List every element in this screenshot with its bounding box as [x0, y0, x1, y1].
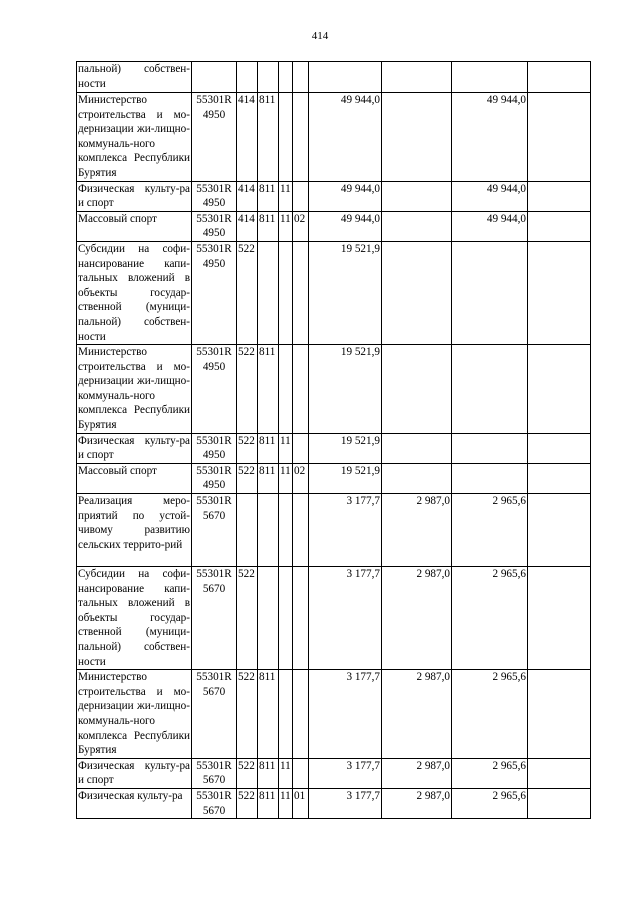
section-code-cell: 811	[258, 211, 279, 241]
amount-year-1-cell: 3 177,7	[309, 567, 382, 670]
amount-year-3-cell: 2 965,6	[452, 788, 528, 818]
amount-year-3-cell	[452, 62, 528, 93]
target-code-cell	[192, 62, 237, 93]
page-number: 414	[311, 30, 329, 42]
target-code-cell: 55301R 4950	[192, 463, 237, 493]
amount-extra-cell	[528, 345, 591, 434]
amount-year-2-cell: 2 987,0	[382, 494, 452, 567]
table-row	[77, 181, 591, 211]
table-row	[77, 494, 591, 567]
amount-extra-cell	[528, 211, 591, 241]
section-code-cell: 811	[258, 345, 279, 434]
subsection-code-cell	[279, 567, 293, 670]
section-code-cell: 811	[258, 93, 279, 182]
amount-year-1-cell: 3 177,7	[309, 670, 382, 759]
department-code-cell	[237, 62, 258, 93]
expense-type-code-cell	[293, 567, 309, 670]
amount-extra-cell	[528, 567, 591, 670]
amount-extra-cell	[528, 93, 591, 182]
department-code-cell: 522	[237, 433, 258, 463]
target-code-cell: 55301R 5670	[192, 670, 237, 759]
amount-year-2-cell: 2 987,0	[382, 670, 452, 759]
row-name-cell: пальной) собствен-ности	[77, 62, 192, 93]
department-code-cell	[237, 494, 258, 567]
amount-year-3-cell: 2 965,6	[452, 670, 528, 759]
department-code-cell: 414	[237, 93, 258, 182]
amount-year-2-cell	[382, 93, 452, 182]
section-code-cell	[258, 567, 279, 670]
amount-year-2-cell	[382, 62, 452, 93]
amount-year-1-cell: 19 521,9	[309, 463, 382, 493]
amount-year-2-cell: 2 987,0	[382, 567, 452, 670]
amount-year-1-cell: 3 177,7	[309, 788, 382, 818]
amount-year-1-cell	[309, 62, 382, 93]
table-row	[77, 62, 591, 93]
budget-table	[76, 61, 591, 819]
expense-type-code-cell	[293, 62, 309, 93]
amount-year-3-cell: 49 944,0	[452, 181, 528, 211]
department-code-cell: 522	[237, 670, 258, 759]
subsection-code-cell: 11	[279, 211, 293, 241]
amount-year-3-cell	[452, 433, 528, 463]
table-row	[77, 567, 591, 670]
subsection-code-cell: 11	[279, 433, 293, 463]
target-code-cell: 55301R 5670	[192, 758, 237, 788]
subsection-code-cell	[279, 494, 293, 567]
table-row	[77, 670, 591, 759]
amount-extra-cell	[528, 670, 591, 759]
amount-year-3-cell: 2 965,6	[452, 567, 528, 670]
row-name-cell: Физическая культу-ра	[77, 788, 192, 818]
table-row	[77, 433, 591, 463]
expense-type-code-cell	[293, 758, 309, 788]
amount-year-2-cell	[382, 433, 452, 463]
target-code-cell: 55301R 5670	[192, 494, 237, 567]
subsection-code-cell	[279, 345, 293, 434]
subsection-code-cell	[279, 670, 293, 759]
row-name-cell: Субсидии на софи-нансирование капи-тальных вложений в объекты государ-ственной (муници-пальной) собствен-ности	[77, 241, 192, 344]
amount-year-1-cell: 19 521,9	[309, 345, 382, 434]
expense-type-code-cell: 02	[293, 463, 309, 493]
department-code-cell: 522	[237, 345, 258, 434]
table-row	[77, 463, 591, 493]
row-name-cell: Физическая культу-ра и спорт	[77, 181, 192, 211]
expense-type-code-cell	[293, 670, 309, 759]
row-name-cell: Субсидии на софи-нансирование капи-тальных вложений в объекты государ-ственной (муници-пальной) собствен-ности	[77, 567, 192, 670]
amount-year-1-cell: 49 944,0	[309, 93, 382, 182]
section-code-cell: 811	[258, 181, 279, 211]
amount-year-1-cell: 49 944,0	[309, 211, 382, 241]
row-name-cell: Физическая культу-ра и спорт	[77, 433, 192, 463]
row-name-cell: Министерство строительства и мо-дернизации жи-лищно-коммуналь-ного комплекса Республики Бурятия	[77, 345, 192, 434]
amount-year-1-cell: 49 944,0	[309, 181, 382, 211]
section-code-cell: 811	[258, 758, 279, 788]
section-code-cell	[258, 241, 279, 344]
section-code-cell: 811	[258, 433, 279, 463]
section-code-cell: 811	[258, 670, 279, 759]
amount-year-2-cell	[382, 211, 452, 241]
amount-year-1-cell: 3 177,7	[309, 494, 382, 567]
row-name-cell: Физическая культу-ра и спорт	[77, 758, 192, 788]
subsection-code-cell: 11	[279, 181, 293, 211]
subsection-code-cell: 11	[279, 463, 293, 493]
amount-year-2-cell	[382, 181, 452, 211]
amount-year-2-cell	[382, 463, 452, 493]
amount-extra-cell	[528, 788, 591, 818]
table-row	[77, 345, 591, 434]
expense-type-code-cell	[293, 433, 309, 463]
table-row	[77, 788, 591, 818]
row-name-cell: Массовый спорт	[77, 211, 192, 241]
section-code-cell: 811	[258, 463, 279, 493]
expense-type-code-cell	[293, 241, 309, 344]
subsection-code-cell	[279, 241, 293, 344]
amount-year-1-cell: 19 521,9	[309, 433, 382, 463]
table-row	[77, 758, 591, 788]
subsection-code-cell: 11	[279, 788, 293, 818]
amount-extra-cell	[528, 758, 591, 788]
table-row	[77, 211, 591, 241]
expense-type-code-cell	[293, 494, 309, 567]
subsection-code-cell	[279, 62, 293, 93]
subsection-code-cell	[279, 93, 293, 182]
section-code-cell	[258, 494, 279, 567]
amount-year-3-cell: 2 965,6	[452, 758, 528, 788]
section-code-cell: 811	[258, 788, 279, 818]
expense-type-code-cell: 01	[293, 788, 309, 818]
amount-year-3-cell	[452, 345, 528, 434]
department-code-cell: 414	[237, 211, 258, 241]
target-code-cell: 55301R 4950	[192, 93, 237, 182]
target-code-cell: 55301R 4950	[192, 241, 237, 344]
department-code-cell: 522	[237, 788, 258, 818]
amount-year-3-cell	[452, 463, 528, 493]
target-code-cell: 55301R 5670	[192, 788, 237, 818]
amount-year-2-cell	[382, 241, 452, 344]
table-row	[77, 241, 591, 344]
department-code-cell: 522	[237, 463, 258, 493]
row-name-cell: Реализация меро-приятий по устой-чивому развитию сельских террито-рий	[77, 494, 192, 567]
table-body	[77, 62, 591, 819]
department-code-cell: 414	[237, 181, 258, 211]
row-name-cell: Министерство строительства и мо-дернизации жи-лищно-коммуналь-ного комплекса Республики Бурятия	[77, 670, 192, 759]
amount-extra-cell	[528, 241, 591, 344]
amount-year-1-cell: 3 177,7	[309, 758, 382, 788]
amount-extra-cell	[528, 181, 591, 211]
section-code-cell	[258, 62, 279, 93]
amount-year-1-cell: 19 521,9	[309, 241, 382, 344]
amount-year-2-cell	[382, 345, 452, 434]
department-code-cell: 522	[237, 758, 258, 788]
amount-year-2-cell: 2 987,0	[382, 788, 452, 818]
target-code-cell: 55301R 5670	[192, 567, 237, 670]
target-code-cell: 55301R 4950	[192, 211, 237, 241]
expense-type-code-cell: 02	[293, 211, 309, 241]
amount-extra-cell	[528, 463, 591, 493]
amount-year-3-cell	[452, 241, 528, 344]
department-code-cell: 522	[237, 567, 258, 670]
expense-type-code-cell	[293, 345, 309, 434]
table-row	[77, 93, 591, 182]
amount-year-2-cell: 2 987,0	[382, 758, 452, 788]
department-code-cell: 522	[237, 241, 258, 344]
subsection-code-cell: 11	[279, 758, 293, 788]
row-name-cell: Министерство строительства и мо-дернизации жи-лищно-коммуналь-ного комплекса Республики Бурятия	[77, 93, 192, 182]
target-code-cell: 55301R 4950	[192, 345, 237, 434]
amount-extra-cell	[528, 62, 591, 93]
amount-year-3-cell: 49 944,0	[452, 211, 528, 241]
target-code-cell: 55301R 4950	[192, 433, 237, 463]
amount-extra-cell	[528, 433, 591, 463]
amount-year-3-cell: 2 965,6	[452, 494, 528, 567]
expense-type-code-cell	[293, 93, 309, 182]
expense-type-code-cell	[293, 181, 309, 211]
amount-year-3-cell: 49 944,0	[452, 93, 528, 182]
row-name-cell: Массовый спорт	[77, 463, 192, 493]
amount-extra-cell	[528, 494, 591, 567]
target-code-cell: 55301R 4950	[192, 181, 237, 211]
